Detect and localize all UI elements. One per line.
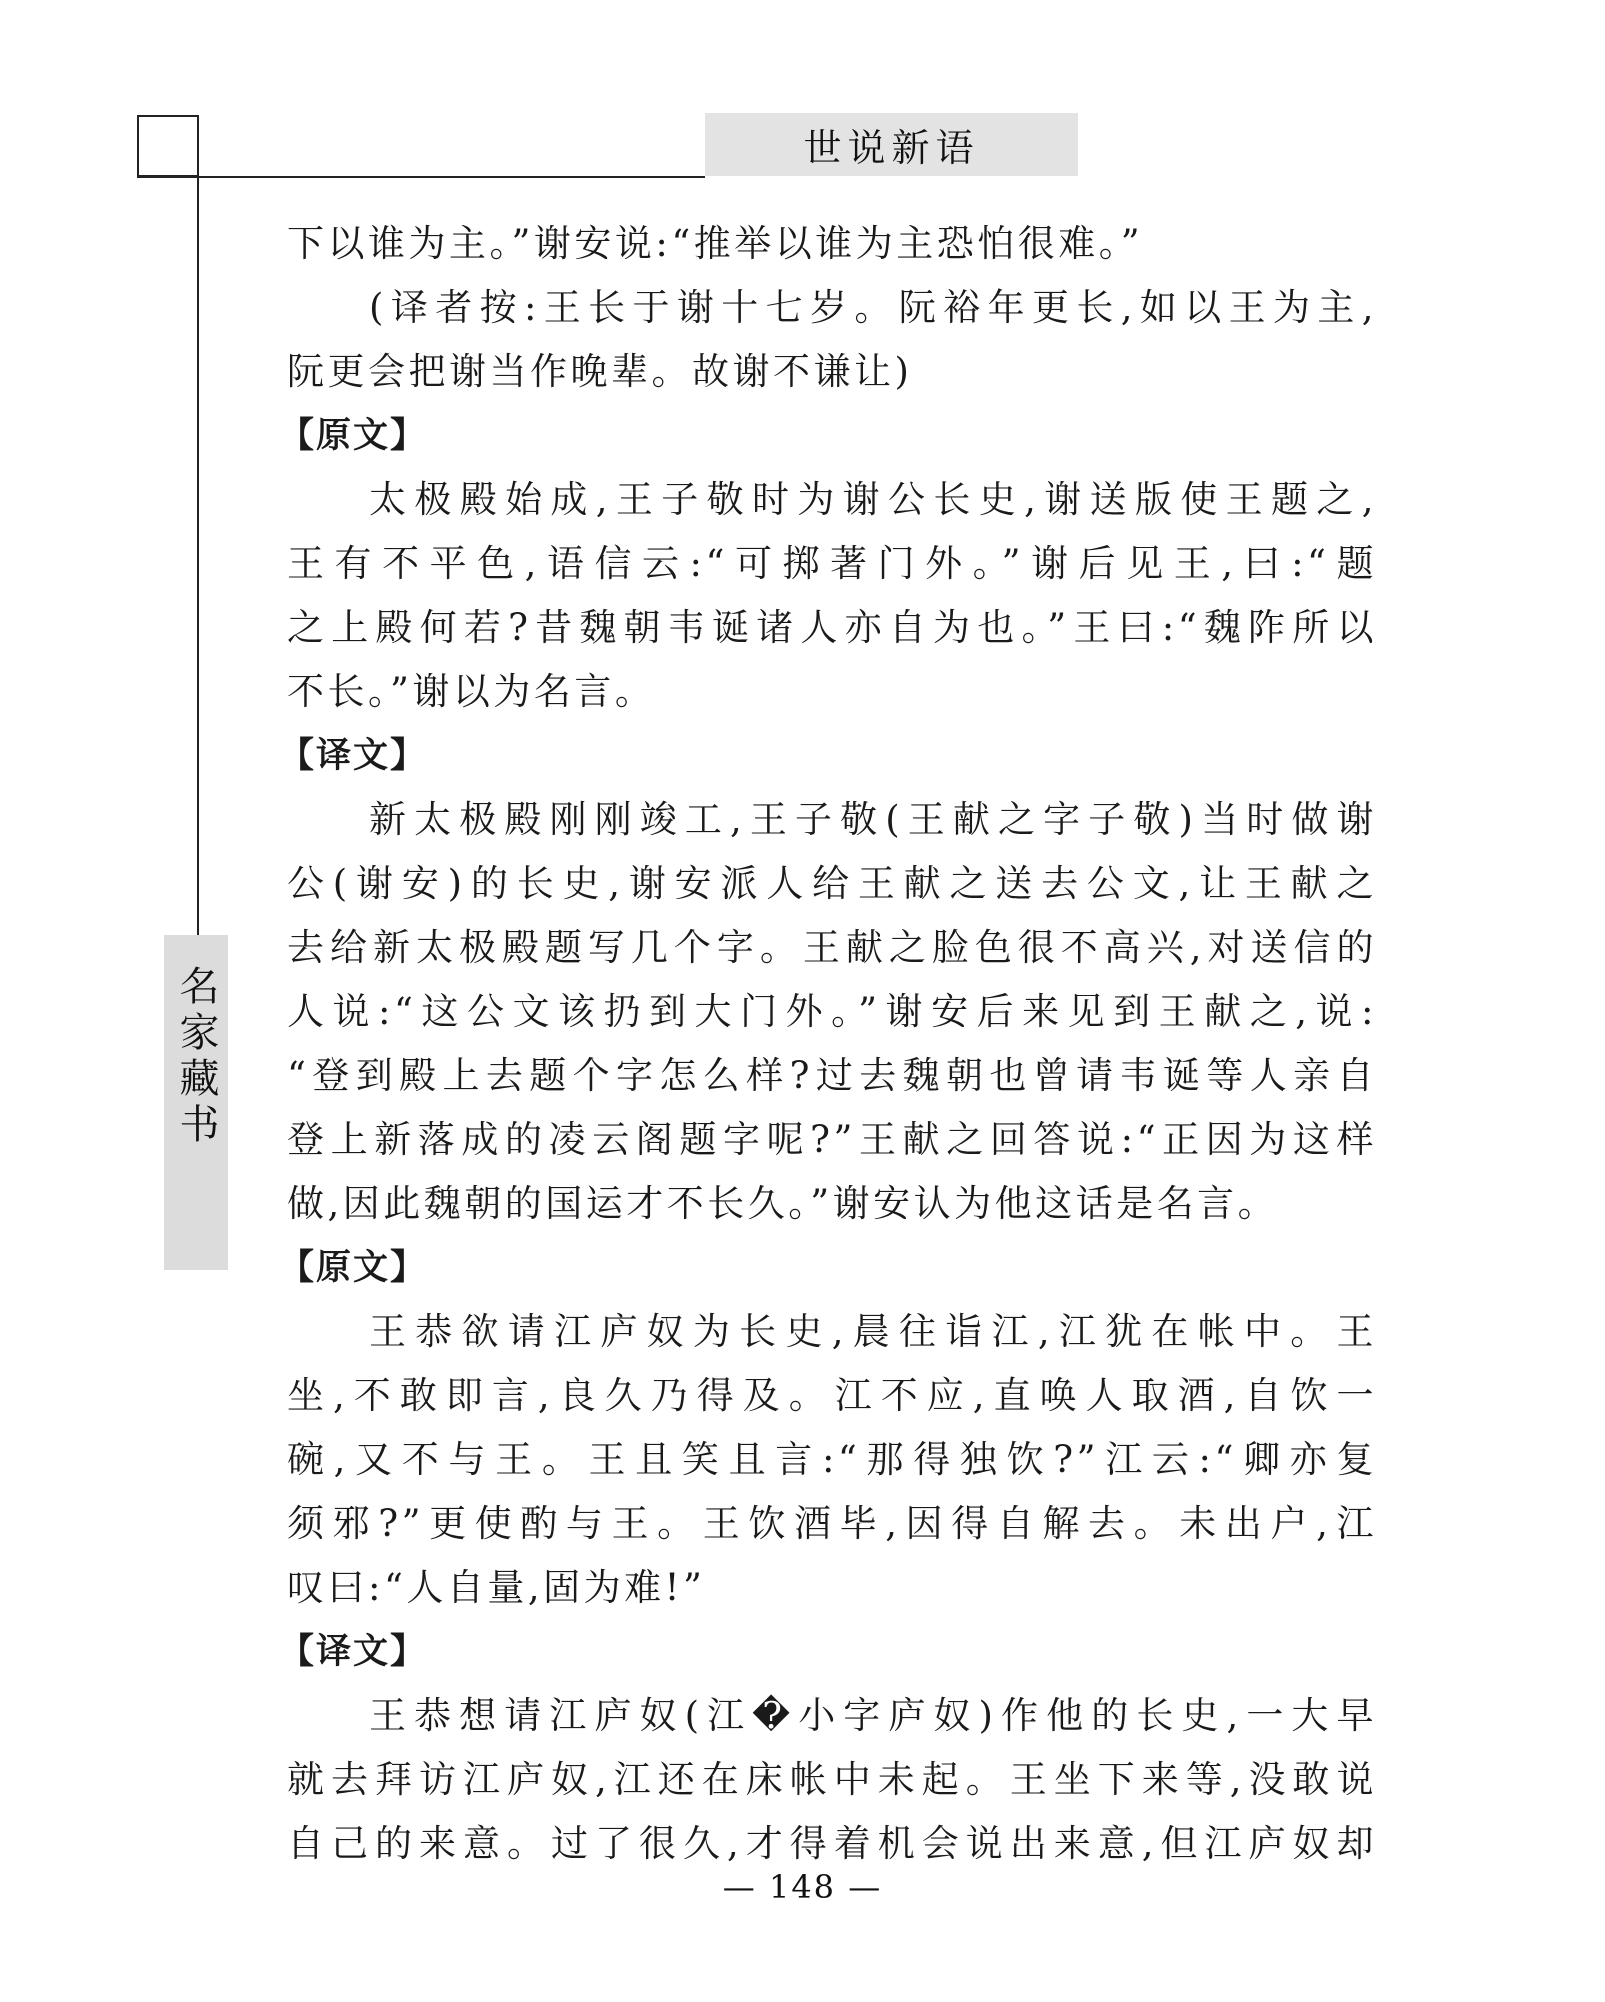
- text-line: 人说:“这公文该扔到大门外。”谢安后来见到王献之,说:: [287, 990, 1377, 1033]
- text-line: 自己的来意。过了很久,才得着机会说出来意,但江庐奴却: [287, 1822, 1377, 1865]
- text-line: 登上新落成的凌云阁题字呢?”王献之回答说:“正因为这样: [287, 1118, 1377, 1161]
- section-heading-translation: 【译文】: [279, 1632, 428, 1672]
- section-heading-original: 【原文】: [279, 416, 428, 456]
- text-line: (译者按:王长于谢十七岁。阮裕年更长,如以王为主,: [369, 286, 1377, 329]
- book-title: 世说新语: [803, 126, 980, 170]
- text-line: 坐,不敢即言,良久乃得及。江不应,直唤人取酒,自饮一: [287, 1374, 1377, 1417]
- text-line: 不长。”谢以为名言。: [287, 670, 656, 713]
- side-tab-label: 名家藏书: [173, 965, 219, 1149]
- section-heading-translation: 【译文】: [279, 736, 428, 776]
- running-header: [705, 113, 1078, 176]
- text-line: 碗,又不与王。王且笑且言:“那得独饮?”江云:“卿亦复: [287, 1438, 1377, 1481]
- text-line: 去给新太极殿题写几个字。王献之脸色很不高兴,对送信的: [287, 926, 1377, 969]
- text-line: 王恭欲请江庐奴为长史,晨往诣江,江犹在帐中。王: [369, 1310, 1377, 1353]
- text-line: 之上殿何若?昔魏朝韦诞诸人亦自为也。”王曰:“魏阼所以: [287, 606, 1377, 649]
- text-line: 太极殿始成,王子敬时为谢公长史,谢送版使王题之,: [369, 478, 1377, 521]
- page-number: — 148 —: [722, 1868, 883, 1906]
- text-line: 王有不平色,语信云:“可掷著门外。”谢后见王,曰:“题: [287, 542, 1377, 585]
- text-line: 叹曰:“人自量,固为难!”: [287, 1566, 706, 1609]
- text-line: 王恭想请江庐奴(江�小字庐奴)作他的长史,一大早: [369, 1694, 1377, 1737]
- text-line: “登到殿上去题个字怎么样?过去魏朝也曾请韦诞等人亲自: [287, 1054, 1377, 1097]
- side-tab: [164, 935, 228, 1270]
- text-line: 做,因此魏朝的国运才不长久。”谢安认为他这话是名言。: [287, 1182, 1279, 1225]
- text-line: 下以谁为主。”谢安说:“推举以谁为主恐怕很难。”: [287, 222, 1144, 265]
- header-corner-box: [137, 115, 199, 177]
- page-body: [279, 212, 1377, 1876]
- text-line: 就去拜访江庐奴,江还在床帐中未起。王坐下来等,没敢说: [287, 1758, 1377, 1801]
- text-line: 新太极殿刚刚竣工,王子敬(王献之字子敬)当时做谢: [369, 798, 1377, 841]
- text-line: 阮更会把谢当作晚辈。故谢不谦让): [287, 350, 913, 393]
- text-line: 须邪?”更使酌与王。王饮酒毕,因得自解去。未出户,江: [287, 1502, 1377, 1545]
- header-rule: [137, 176, 705, 178]
- section-heading-original: 【原文】: [279, 1248, 428, 1288]
- margin-vertical-rule: [197, 115, 199, 935]
- text-line: 公(谢安)的长史,谢安派人给王献之送去公文,让王献之: [287, 862, 1377, 905]
